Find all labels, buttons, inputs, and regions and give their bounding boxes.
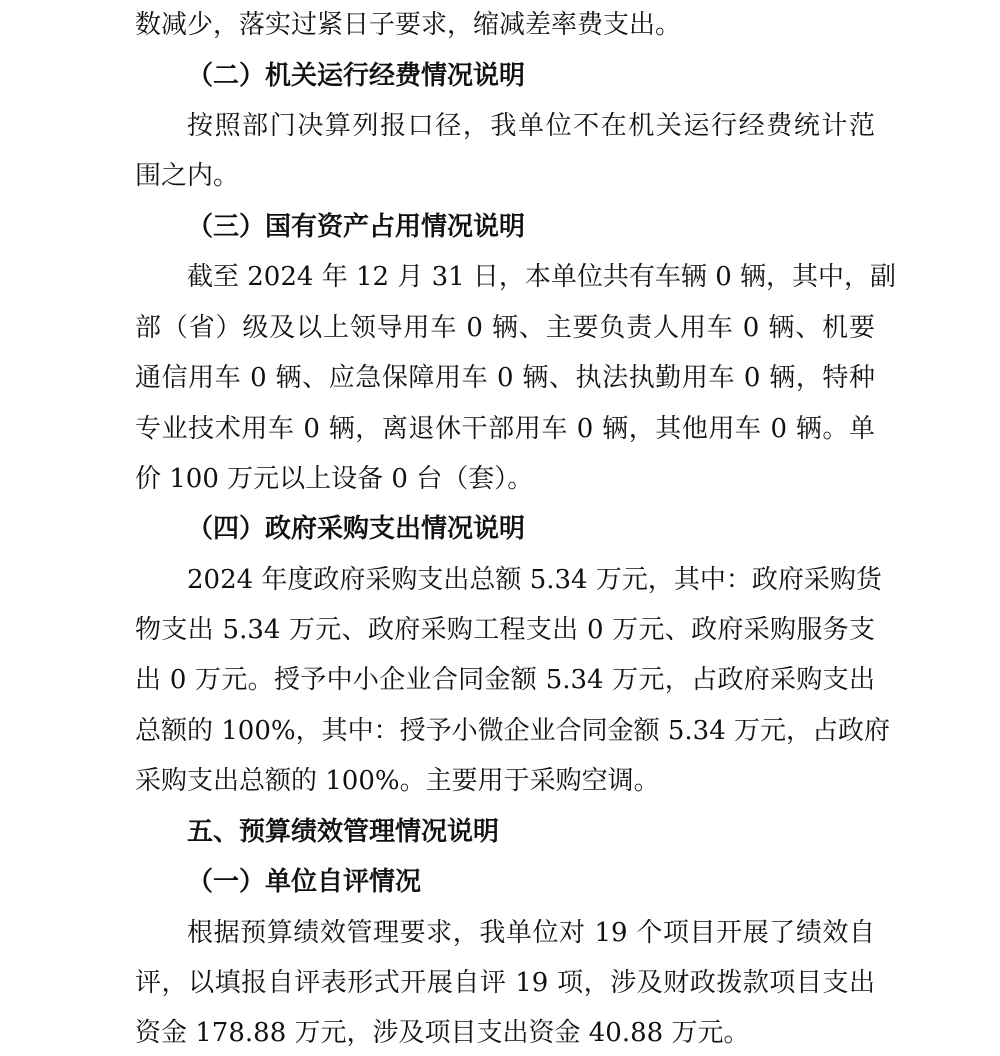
paragraph-line: 部（省）级及以上领导用车 0 辆、主要负责人用车 0 辆、机要: [135, 313, 875, 343]
paragraph-line: 通信用车 0 辆、应急保障用车 0 辆、执法执勤用车 0 辆，特种: [135, 363, 875, 393]
paragraph-line: 2024 年度政府采购支出总额 5.34 万元，其中：政府采购货: [187, 565, 882, 595]
subheading-operating-expenses: （二）机关运行经费情况说明: [187, 61, 526, 91]
subheading-self-evaluation: （一）单位自评情况: [187, 867, 422, 897]
paragraph-line: 按照部门决算列报口径，我单位不在机关运行经费统计范: [187, 111, 875, 141]
paragraph-line: 截至 2024 年 12 月 31 日，本单位共有车辆 0 辆，其中，副: [187, 262, 896, 292]
paragraph-line: 总额的 100%，其中：授予小微企业合同金额 5.34 万元，占政府: [135, 716, 891, 746]
paragraph-line: 资金 178.88 万元，涉及项目支出资金 40.88 万元。: [135, 1018, 750, 1048]
paragraph-line: 采购支出总额的 100%。主要用于采购空调。: [135, 766, 660, 796]
paragraph-line: 专业技术用车 0 辆，离退休干部用车 0 辆，其他用车 0 辆。单: [135, 414, 875, 444]
paragraph-line: 数减少，落实过紧日子要求，缩减差率费支出。: [135, 10, 682, 40]
paragraph-line: 价 100 万元以上设备 0 台（套）。: [135, 464, 534, 494]
subheading-government-procurement: （四）政府采购支出情况说明: [187, 514, 526, 544]
subheading-state-assets: （三）国有资产占用情况说明: [187, 212, 526, 242]
paragraph-line: 评，以填报自评表形式开展自评 19 项，涉及财政拨款项目支出: [135, 968, 875, 998]
paragraph-line: 物支出 5.34 万元、政府采购工程支出 0 万元、政府采购服务支: [135, 615, 875, 645]
paragraph-line: 根据预算绩效管理要求，我单位对 19 个项目开展了绩效自: [187, 918, 875, 948]
paragraph-line: 围之内。: [135, 161, 240, 191]
section-heading-performance-management: 五、预算绩效管理情况说明: [187, 817, 500, 847]
paragraph-line: 出 0 万元。授予中小企业合同金额 5.34 万元，占政府采购支出: [135, 665, 875, 695]
